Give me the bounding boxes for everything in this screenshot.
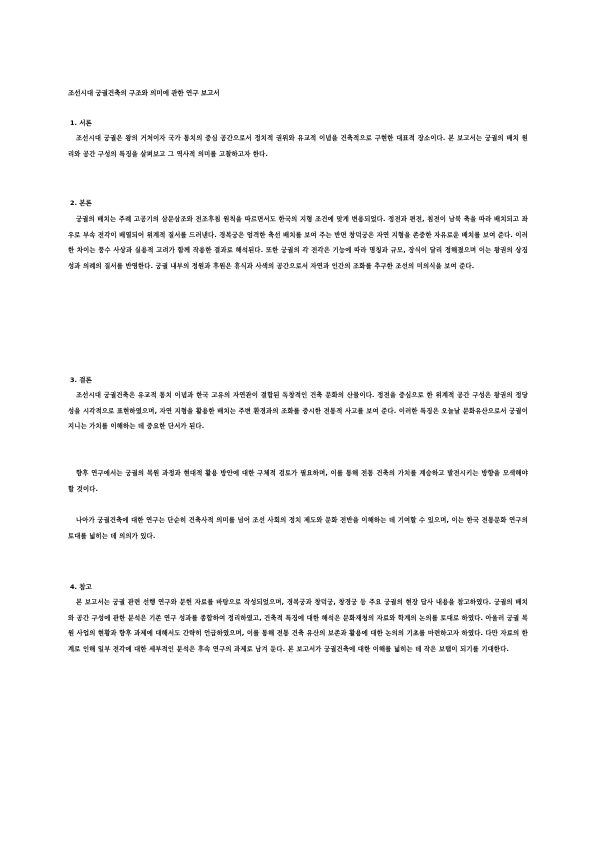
section-heading-body: 2. 본론 (70, 199, 92, 207)
section-heading-references: 4. 참고 (70, 583, 92, 591)
references-paragraph: 본 보고서는 궁궐 관련 선행 연구와 문헌 자료를 바탕으로 작성되었으며, 경복궁과 창덕궁, 창경궁 등 주요 궁궐의 현장 답사 내용을 참고하였다. 궁궐의 배치와 공간 구성에 관한 분석은 기존 연구 성과를 종합하여 정리하였고, 건축적 특징에 대한 해석은 문화재청의 자료와 학계의 논의를 토대로 하였다. 아울러 궁궐 복원 사업의 현황과 향후 과제에 대해서도 간략히 언급하였으며, 이를 통해 전통 건축 유산의 보존과 활용에 대한 논의의 기초를 마련하고자 하였다. 다만 자료의 한계로 인해 일부 전각에 대한 세부적인 분석은 후속 연구의 과제로 남겨 둔다. 본 보고서가 궁궐건축에 대한 이해를 넓히는 데 작은 보탬이 되기를 기대한다. (68, 599, 528, 653)
document-title: 조선시대 궁궐건축의 구조와 의미에 관한 연구 보고서 (68, 89, 220, 97)
conclusion-paragraph-1: 조선시대 궁궐건축은 유교적 통치 이념과 한국 고유의 자연관이 결합된 독창적인 건축 문화의 산물이다. 정전을 중심으로 한 위계적 공간 구성은 왕권의 정당성을 시각적으로 표현하였으며, 자연 지형을 활용한 배치는 주변 환경과의 조화를 중시한 전통적 사고를 보여 준다. 이러한 특징은 오늘날 문화유산으로서 궁궐이 지니는 가치를 이해하는 데 중요한 단서가 된다. (68, 392, 528, 430)
conclusion-paragraph-2: 향후 연구에서는 궁궐의 복원 과정과 현대적 활용 방안에 대한 구체적 검토가 필요하며, 이를 통해 전통 건축의 가치를 계승하고 발전시키는 방향을 모색해야 할 것이다. (68, 470, 528, 493)
section-heading-intro: 1. 서론 (70, 119, 92, 127)
intro-paragraph: 조선시대 궁궐은 왕의 거처이자 국가 통치의 중심 공간으로서 정치적 권위와 유교적 이념을 건축적으로 구현한 대표적 장소이다. 본 보고서는 궁궐의 배치 원리와 공간 구성의 특징을 살펴보고 그 역사적 의미를 고찰하고자 한다. (68, 135, 528, 158)
section-heading-conclusion: 3. 결론 (70, 376, 92, 384)
body-paragraph: 궁궐의 배치는 주례 고공기의 삼문삼조와 전조후침 원칙을 따르면서도 한국의 지형 조건에 맞게 변용되었다. 정전과 편전, 침전이 남북 축을 따라 배치되고 좌우로 부속 전각이 배열되어 위계적 질서를 드러낸다. 경복궁은 엄격한 축선 배치를 보여 주는 반면 창덕궁은 자연 지형을 존중한 자유로운 배치를 보여 준다. 이러한 차이는 풍수 사상과 실용적 고려가 함께 작용한 결과로 해석된다. 또한 궁궐의 각 전각은 기능에 따라 명칭과 규모, 장식이 달리 정해졌으며 이는 왕권의 상징성과 의례의 질서를 반영한다. 궁궐 내부의 정원과 후원은 휴식과 사색의 공간으로서 자연과 인간의 조화를 추구한 조선의 미의식을 보여 준다. (68, 216, 528, 270)
conclusion-paragraph-3: 나아가 궁궐건축에 대한 연구는 단순히 건축사적 의미를 넘어 조선 사회의 정치 제도와 문화 전반을 이해하는 데 기여할 수 있으며, 이는 한국 전통문화 연구의 토대를 넓히는 데 의의가 있다. (68, 517, 528, 540)
